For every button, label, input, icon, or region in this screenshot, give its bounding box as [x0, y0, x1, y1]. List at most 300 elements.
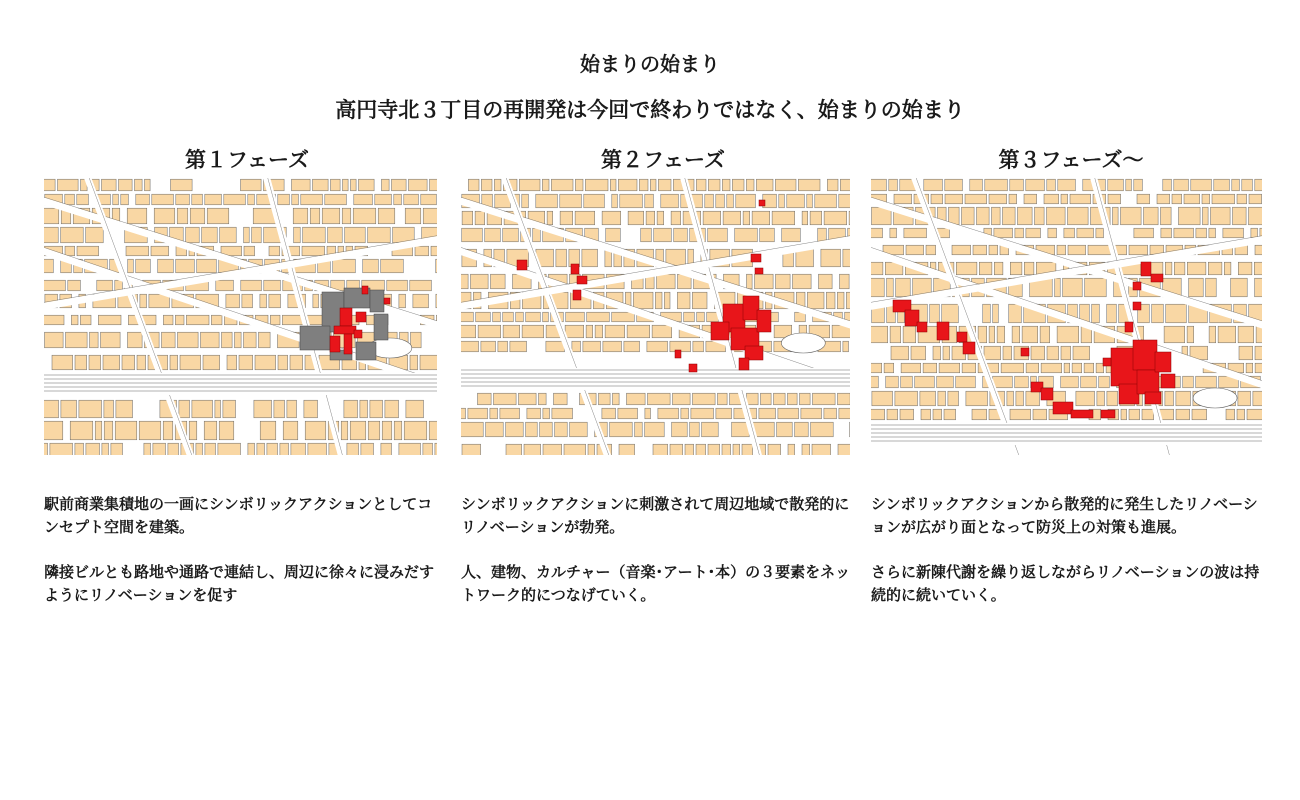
building [413, 294, 429, 308]
building [921, 409, 931, 420]
building [552, 408, 573, 419]
phase-2-description [461, 493, 856, 629]
building [1061, 346, 1071, 360]
building [485, 228, 501, 242]
building [1024, 262, 1034, 275]
building [45, 332, 64, 348]
building [1026, 363, 1039, 373]
building [1223, 228, 1244, 238]
building [772, 211, 795, 225]
building [378, 208, 395, 224]
building [1058, 179, 1076, 191]
building [813, 393, 836, 405]
building [44, 227, 58, 243]
building [192, 194, 203, 205]
building [351, 179, 357, 191]
building [176, 194, 190, 205]
building [44, 259, 53, 273]
building [1242, 179, 1253, 191]
building [722, 444, 731, 455]
building [556, 249, 567, 267]
renovation-block [1101, 410, 1115, 418]
building [153, 443, 166, 455]
building [674, 228, 688, 242]
building [774, 393, 786, 405]
building [527, 408, 541, 419]
building [742, 444, 753, 455]
building [624, 341, 640, 352]
building [942, 304, 959, 323]
building [1144, 207, 1159, 225]
building [677, 292, 690, 309]
building [1073, 346, 1090, 360]
building [648, 393, 671, 405]
renovation-block [571, 264, 579, 274]
building [901, 363, 921, 373]
phase-2-map [461, 178, 854, 455]
building [519, 393, 537, 405]
building [248, 443, 255, 455]
building [347, 443, 359, 455]
building [555, 422, 568, 437]
building [931, 194, 943, 204]
building [254, 400, 272, 418]
building [565, 325, 584, 338]
building [44, 421, 63, 440]
building [421, 194, 437, 205]
building [430, 179, 438, 191]
building [1184, 194, 1200, 204]
building [370, 400, 383, 418]
building [354, 194, 373, 205]
building [826, 292, 835, 309]
building [461, 312, 473, 322]
building [506, 444, 522, 455]
building [802, 444, 810, 455]
building [756, 179, 773, 191]
building [274, 400, 285, 418]
building [341, 421, 348, 440]
building [846, 292, 850, 309]
building [127, 208, 147, 224]
building [1072, 363, 1082, 373]
building [993, 376, 1013, 388]
building [86, 227, 104, 243]
building [989, 194, 1007, 204]
building [703, 211, 721, 225]
building [405, 208, 421, 224]
building [239, 355, 253, 370]
building [192, 400, 213, 418]
renovation-block [1119, 384, 1139, 404]
building [282, 315, 303, 325]
building [61, 227, 84, 243]
building [255, 355, 276, 370]
building [900, 409, 914, 420]
building [691, 408, 714, 419]
building [536, 194, 558, 208]
building [1010, 179, 1024, 191]
building [894, 194, 912, 204]
building [203, 355, 220, 370]
building [399, 443, 421, 455]
renovation-block [354, 330, 362, 338]
building [972, 409, 987, 420]
building [572, 341, 581, 352]
building [50, 443, 73, 455]
building [658, 179, 671, 191]
building [197, 259, 217, 273]
building [1068, 207, 1089, 225]
renovation-block [573, 290, 581, 300]
building [628, 211, 644, 225]
phase-1-description [44, 493, 439, 629]
building [732, 179, 744, 191]
building [788, 393, 798, 405]
building [654, 228, 672, 242]
building [603, 341, 622, 352]
building [966, 391, 988, 406]
building [627, 325, 650, 338]
building [404, 194, 419, 205]
building [363, 259, 379, 273]
renovation-block [739, 358, 749, 370]
building [257, 443, 265, 455]
building [361, 443, 374, 455]
building [1165, 262, 1172, 275]
building [904, 228, 927, 238]
building [962, 363, 976, 373]
building [102, 179, 117, 191]
building [244, 332, 257, 348]
building [1237, 194, 1247, 204]
building [80, 315, 91, 325]
building [494, 179, 501, 191]
building [308, 443, 327, 455]
building [938, 391, 946, 406]
building [468, 179, 479, 191]
building [1047, 346, 1059, 360]
building [328, 227, 343, 243]
building [310, 208, 320, 224]
building [503, 228, 519, 242]
building [1255, 363, 1262, 373]
renovation-block [330, 336, 340, 352]
building [884, 363, 894, 373]
building [382, 421, 392, 440]
building [342, 208, 351, 224]
building [722, 179, 730, 191]
building [973, 245, 987, 255]
building [838, 444, 850, 455]
building [392, 179, 407, 191]
building [71, 315, 78, 325]
building [1061, 376, 1079, 388]
building [807, 194, 813, 208]
renovation-block [759, 200, 765, 206]
building [220, 227, 237, 243]
building [264, 280, 281, 291]
building [824, 408, 837, 419]
building [68, 280, 81, 291]
phase-1-desc-paragraph-1: 駅前商業集積地の一画にシンボリックアクションとしてコンセプト空間を建築。 [44, 495, 433, 536]
building [1247, 409, 1262, 420]
building [431, 246, 437, 256]
building [524, 444, 541, 455]
building [1048, 228, 1057, 238]
building [871, 179, 886, 191]
building [1238, 391, 1251, 406]
building [122, 355, 135, 370]
building [313, 294, 319, 308]
renovation-block [689, 364, 697, 372]
building [211, 315, 222, 325]
building [216, 280, 234, 291]
building [44, 280, 65, 291]
building [436, 259, 437, 273]
building [970, 179, 983, 191]
building [948, 391, 959, 406]
building [1196, 228, 1207, 238]
building [223, 400, 236, 418]
building [1057, 326, 1079, 343]
building [1129, 409, 1140, 420]
building [716, 194, 725, 208]
building [58, 179, 79, 191]
building [543, 444, 562, 455]
building [168, 443, 179, 455]
building [1218, 326, 1236, 343]
building [393, 227, 415, 243]
building [1251, 228, 1258, 238]
building [871, 278, 884, 297]
building [420, 355, 437, 370]
building [540, 422, 553, 437]
building [381, 259, 404, 273]
building [476, 312, 491, 322]
page-title: 始まりの始まり [580, 52, 720, 76]
building [886, 376, 899, 388]
phase-1-title: 第１フェーズ [185, 148, 309, 172]
building [560, 194, 582, 208]
renovation-block [755, 268, 763, 274]
building [66, 332, 88, 348]
station-plaza [781, 333, 825, 353]
building [461, 422, 483, 437]
building [44, 400, 59, 418]
building [1026, 391, 1040, 406]
building [566, 312, 585, 322]
building [788, 444, 795, 455]
building [977, 207, 990, 225]
building [423, 443, 433, 455]
building [735, 228, 758, 242]
building [618, 408, 638, 419]
building [716, 408, 732, 419]
building [1164, 326, 1185, 343]
building [368, 421, 380, 440]
building [136, 194, 150, 205]
building [382, 179, 390, 191]
building [101, 332, 121, 348]
building [849, 211, 850, 225]
building [994, 262, 1003, 275]
building [1203, 207, 1209, 225]
building [1196, 376, 1217, 388]
building [359, 179, 375, 191]
building [645, 422, 665, 437]
concept-space-block [300, 326, 330, 350]
building [1255, 346, 1262, 360]
building [926, 245, 936, 255]
building [1010, 409, 1031, 420]
building [901, 376, 913, 388]
building [956, 376, 976, 388]
building [1047, 179, 1056, 191]
building [526, 422, 538, 437]
building [653, 444, 668, 455]
building [1061, 194, 1068, 204]
building [911, 346, 926, 360]
building [673, 393, 691, 405]
building [1068, 245, 1086, 255]
building [267, 443, 278, 455]
building [89, 355, 101, 370]
page-subtitle: 高円寺北３丁目の再開発は今回で終わりではなく、始まりの始まり [335, 98, 965, 122]
building [1239, 346, 1253, 360]
building [546, 341, 565, 352]
building [1007, 391, 1014, 406]
building [843, 249, 850, 267]
building [1226, 409, 1235, 420]
building [768, 444, 781, 455]
building [61, 400, 77, 418]
building [163, 315, 173, 325]
building [104, 421, 113, 440]
building [1189, 278, 1204, 297]
building [1031, 346, 1045, 360]
building [1166, 304, 1187, 323]
building [1157, 194, 1170, 204]
building [1176, 391, 1191, 406]
building [205, 194, 222, 205]
building [151, 246, 169, 256]
building [435, 443, 437, 455]
building [283, 421, 298, 440]
building [121, 194, 129, 205]
building [113, 194, 119, 205]
building [90, 332, 99, 348]
phase-1-desc-paragraph-2: 隣接ビルとも路地や通路で連結し、周辺に徐々に浸みだすようにリノベーションを促す [44, 563, 435, 604]
building [95, 421, 102, 440]
building [506, 422, 524, 437]
building [1255, 245, 1262, 255]
building [345, 227, 366, 243]
building [723, 211, 741, 225]
building [325, 194, 347, 205]
phase-3-desc-paragraph-1: シンボリックアクションから散発的に発生したリノベーションが広がり面となって防災上の対策も進展。 [871, 495, 1258, 536]
renovation-block [1133, 282, 1141, 290]
building [510, 341, 527, 352]
building [176, 259, 195, 273]
building [423, 208, 437, 224]
building [190, 208, 205, 224]
building [924, 179, 943, 191]
building [493, 312, 501, 322]
building [218, 443, 241, 455]
building [260, 421, 276, 440]
building [360, 400, 368, 418]
building [1064, 363, 1070, 373]
building [843, 341, 849, 352]
building [635, 422, 643, 437]
building [1176, 409, 1190, 420]
building [98, 315, 121, 325]
building [201, 332, 220, 348]
building [824, 211, 847, 225]
building [1070, 194, 1091, 204]
building [760, 228, 775, 242]
building [385, 400, 399, 418]
building [1212, 194, 1235, 204]
building [77, 194, 89, 205]
building [65, 194, 75, 205]
building [933, 409, 942, 420]
renovation-block [963, 342, 975, 354]
renovation-block [751, 254, 761, 262]
renovation-block [1151, 274, 1163, 282]
building [128, 259, 134, 273]
building [1134, 179, 1143, 191]
building [810, 211, 822, 225]
building [461, 325, 476, 338]
building [44, 208, 59, 224]
building [1107, 304, 1117, 323]
renovation-block [340, 308, 352, 326]
building [471, 274, 489, 289]
building [718, 393, 728, 405]
building [104, 400, 114, 418]
building [759, 408, 776, 419]
building [542, 179, 549, 191]
building [1099, 376, 1110, 388]
building [606, 228, 621, 242]
building [65, 246, 75, 256]
building [795, 422, 809, 437]
phase-2-title: 第２フェーズ [601, 148, 725, 172]
renovation-block [957, 332, 967, 342]
building [302, 246, 325, 256]
building [945, 179, 963, 191]
building [1064, 228, 1075, 238]
building [889, 179, 898, 191]
building [415, 246, 429, 256]
building [186, 315, 209, 325]
building [664, 292, 670, 309]
station-plaza [1193, 388, 1237, 408]
building [560, 211, 573, 225]
building [137, 355, 146, 370]
building [461, 341, 479, 352]
building [1137, 194, 1150, 204]
building [587, 312, 610, 322]
building [983, 304, 991, 323]
building [646, 211, 655, 225]
building [526, 312, 541, 322]
building [1253, 391, 1262, 406]
building [800, 393, 811, 405]
building [933, 346, 941, 360]
